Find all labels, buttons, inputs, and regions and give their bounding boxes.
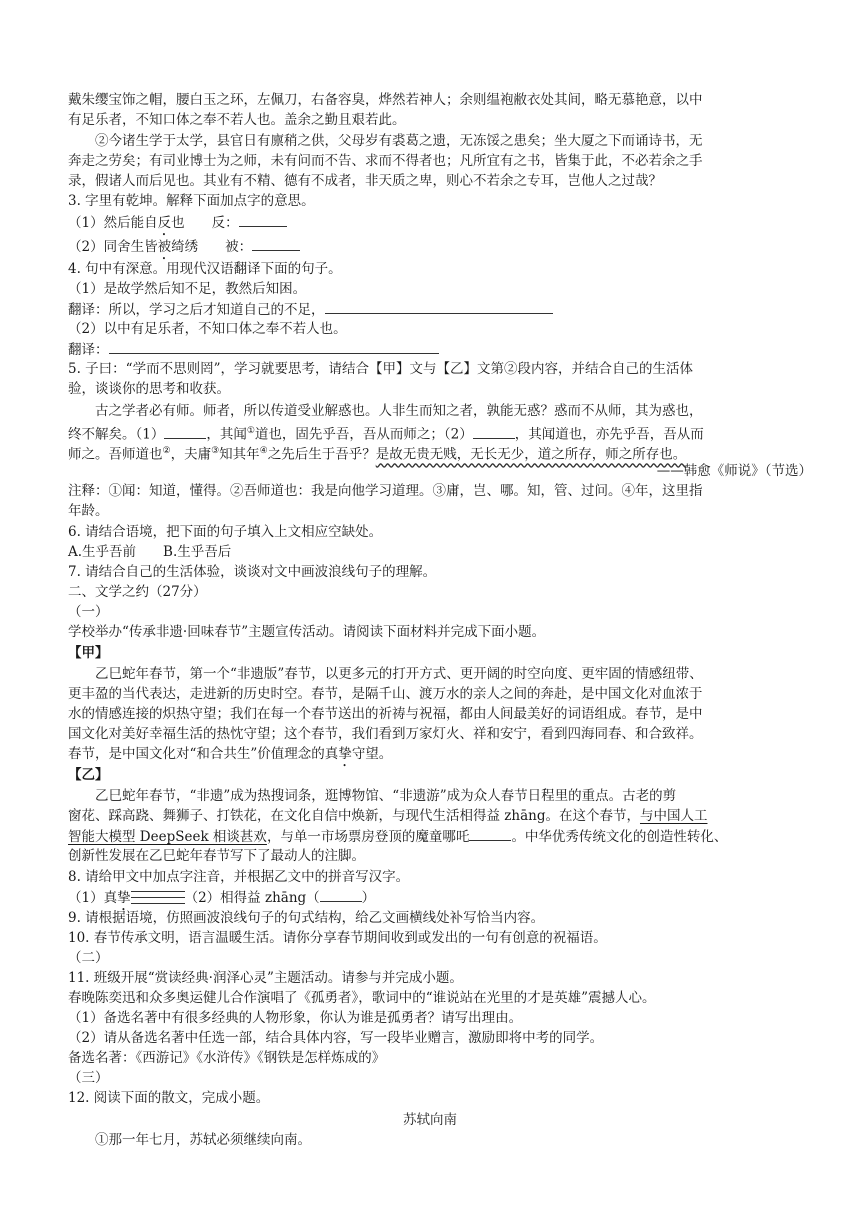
question-7: 7. 请结合自己的生活体验，谈谈对文中画波浪线句子的理解。 xyxy=(68,564,437,580)
text-line: 录，假诸人而后见也。其业有不精、德有不成者，非天质之卑，则心不若余之专耳，岂他人之过哉？ xyxy=(68,173,662,189)
passage-line: 春节，是中国文化对“和合共生”价值理念的真挚守望。 xyxy=(68,746,393,762)
question-3-item-2: （2）同舍生皆被绮绣 被： xyxy=(68,236,300,263)
answer-blank[interactable] xyxy=(320,887,362,902)
material-label-yi: 【乙】 xyxy=(68,767,109,783)
question-6: 6. 请结合语境，把下面的句子填入上文相应空缺处。 xyxy=(68,524,383,540)
essay-first-line: ①那一年七月，苏轼必须继续向南。 xyxy=(95,1132,311,1148)
question-4: 4. 句中有深意。用现代汉语翻译下面的句子。 xyxy=(68,261,342,277)
question-4-item-1: （1）是故学然后知不足，教然后知困。 xyxy=(68,281,307,297)
dotted-char: 被 xyxy=(157,239,172,255)
passage-line: 终不解矣。（1） ，其闻①道也，固先乎吾，吾从而师之；（2） ，其闻道也，亦先乎吾，吾从而 xyxy=(68,421,704,445)
passage-line: 智能大模型 DeepSeek 相谈甚欢，与单一市场票房登顶的魔童哪吒 。中华优秀传统文化的创造性转化、 xyxy=(68,826,727,847)
annotation: 注释：①闻：知道，懂得。②吾师道也：我是向他学习道理。③庸，岂、哪。知，管、过问。④年，这里指 xyxy=(68,483,703,499)
dotted-char: 挚 xyxy=(338,746,352,762)
subsection-label: （二） xyxy=(68,950,109,966)
passage-line: 创新性发展在乙巳蛇年春节写下了最动人的注脚。 xyxy=(68,848,365,864)
passage-line: 乙巳蛇年春节，第一个“非遗版”春节，以更多元的打开方式、更开阔的时空向度、更牢固的情感纽带、 xyxy=(95,666,703,682)
annotation-cont: 年龄。 xyxy=(68,503,109,519)
question-11-item-2: （2）请从备选名著中任选一部，结合具体内容，写一段毕业赠言，激励即将中考的同学。 xyxy=(68,1030,604,1046)
passage-line: 窗花、踩高跷、舞狮子、打铁花，在文化自信中焕新，与现代生活相得益 zhāng。在这个春节，与中国人工 xyxy=(68,808,708,824)
source-citation: ——韩愈《师说》（节选） xyxy=(656,463,812,479)
subsection-label: （三） xyxy=(68,1070,109,1086)
question-11-intro: 春晚陈奕迅和众多奥运健儿合作演唱了《孤勇者》，歌词中的“谁说站在光里的才是英雄”震撼人心。 xyxy=(68,990,656,1006)
text-line: 奔走之劳矣；有司业博士为之师，未有问而不告、求而不得者也；凡所宜有之书，皆集于此，不必若余之手 xyxy=(68,153,703,169)
dotted-char: 挚 xyxy=(117,890,131,906)
question-11: 11. 班级开展“赏读经典·润泽心灵”主题活动。请参与并完成小题。 xyxy=(68,970,463,986)
section-heading: 二、文学之约（27分） xyxy=(68,584,207,600)
dotted-char: 反 xyxy=(157,215,172,231)
fill-blank-2[interactable] xyxy=(473,424,515,439)
question-11-item-1: （1）备选名著中有很多经典的人物形象，你认为谁是孤勇者？请写出理由。 xyxy=(68,1010,523,1026)
question-8: 8. 请给甲文中加点字注音，并根据乙文中的拼音写汉字。 xyxy=(68,869,410,885)
question-9: 9. 请根据语境，仿照画波浪线句子的句式结构，给乙文画横线处补写恰当内容。 xyxy=(68,910,545,926)
passage-line: 乙巳蛇年春节，“非遗”成为热搜词条，逛博物馆、“非遗游”成为众人春节日程里的重点。古老的剪 xyxy=(95,788,677,804)
answer-blank[interactable] xyxy=(252,236,300,251)
subsection-label: （一） xyxy=(68,604,109,620)
question-4-item-2: （2）以中有足乐者，不知口体之奉不若人也。 xyxy=(68,321,347,337)
material-label-jia: 【甲】 xyxy=(68,645,109,661)
question-12: 12. 阅读下面的散文，完成小题。 xyxy=(68,1090,270,1106)
wavy-underlined-sentence: 是故无贵无贱，无长无少，道之所存，师之所存也。 xyxy=(375,446,687,463)
question-5: 5. 子曰：“学而不思则罔”，学习就要思考，请结合【甲】文与【乙】文第②段内容，并结合自己的生活体 xyxy=(68,361,693,377)
answer-blank[interactable] xyxy=(239,212,287,227)
underlined-phrase: 与中国人工 xyxy=(639,808,708,824)
passage-line: 水的情感连接的炽热守望；我们在每一个春节送出的祈祷与祝福，都由人间最美好的词语组成。春节，是中 xyxy=(68,706,703,722)
fill-blank-1[interactable] xyxy=(164,424,206,439)
question-6-options: A.生乎吾前 B.生乎吾后 xyxy=(68,544,232,560)
text-line: 戴朱缨宝饰之帽，腰白玉之环，左佩刀，右备容臭，烨然若神人；余则缊袍敝衣处其间，略无慕艳意，以中 xyxy=(68,92,703,108)
question-5-cont: 验，谈谈你的思考和收获。 xyxy=(68,381,230,397)
activity-intro: 学校举办“传承非遗·回味春节”主题宣传活动。请阅读下面材料并完成下面小题。 xyxy=(68,624,546,640)
passage-line: 师之。吾师道也②，夫庸③知其年④之先后生于吾乎？是故无贵无贱，无长无少，道之所存，师之所存也。 xyxy=(68,446,687,463)
essay-title: 苏轼向南 xyxy=(403,1112,457,1128)
answer-blank[interactable] xyxy=(131,888,185,902)
underlined-phrase: 智能大模型 DeepSeek 相谈甚欢 xyxy=(68,829,267,845)
question-4-translation-2: 翻译： xyxy=(68,339,439,360)
question-3: 3. 字里有乾坤。解释下面加点字的意思。 xyxy=(68,193,315,209)
passage-line: 古之学者必有师。师者，所以传道受业解惑也。人非生而知之者，孰能无惑？惑而不从师，其为惑也， xyxy=(95,403,703,419)
question-11-books: 备选名著：《西游记》《水浒传》《钢铁是怎样炼成的》 xyxy=(68,1050,386,1066)
answer-blank[interactable] xyxy=(325,299,553,314)
text-line: ②今诸生学于太学，县官日有廪稍之供，父母岁有裘葛之遗，无冻馁之患矣；坐大厦之下而诵诗书，无 xyxy=(95,133,703,149)
question-4-translation-1: 翻译：所以，学习之后才知道自己的不足， xyxy=(68,299,553,320)
question-3-item-1: （1）然后能自反也 反： xyxy=(68,212,287,239)
question-8-items: （1）真挚 （2）相得益 zhāng（ ） xyxy=(68,887,375,914)
fill-blank[interactable] xyxy=(469,826,511,841)
passage-line: 更丰盈的当代表达，走进新的历史时空。春节，是隔千山、渡万水的亲人之间的奔赴，是中国文化对血浓于 xyxy=(68,686,703,702)
answer-blank[interactable] xyxy=(109,339,439,354)
question-10: 10. 春节传承文明，语言温暖生活。请你分享春节期间收到或发出的一句有创意的祝福语。 xyxy=(68,930,607,946)
text-line: 有足乐者，不知口体之奉不若人也。盖余之勤且艰若此。 xyxy=(68,112,406,128)
passage-line: 国文化对美好幸福生活的热忱守望；这个春节，我们看到万家灯火、祥和安宁，看到四海同春、和合致祥。 xyxy=(68,726,703,742)
